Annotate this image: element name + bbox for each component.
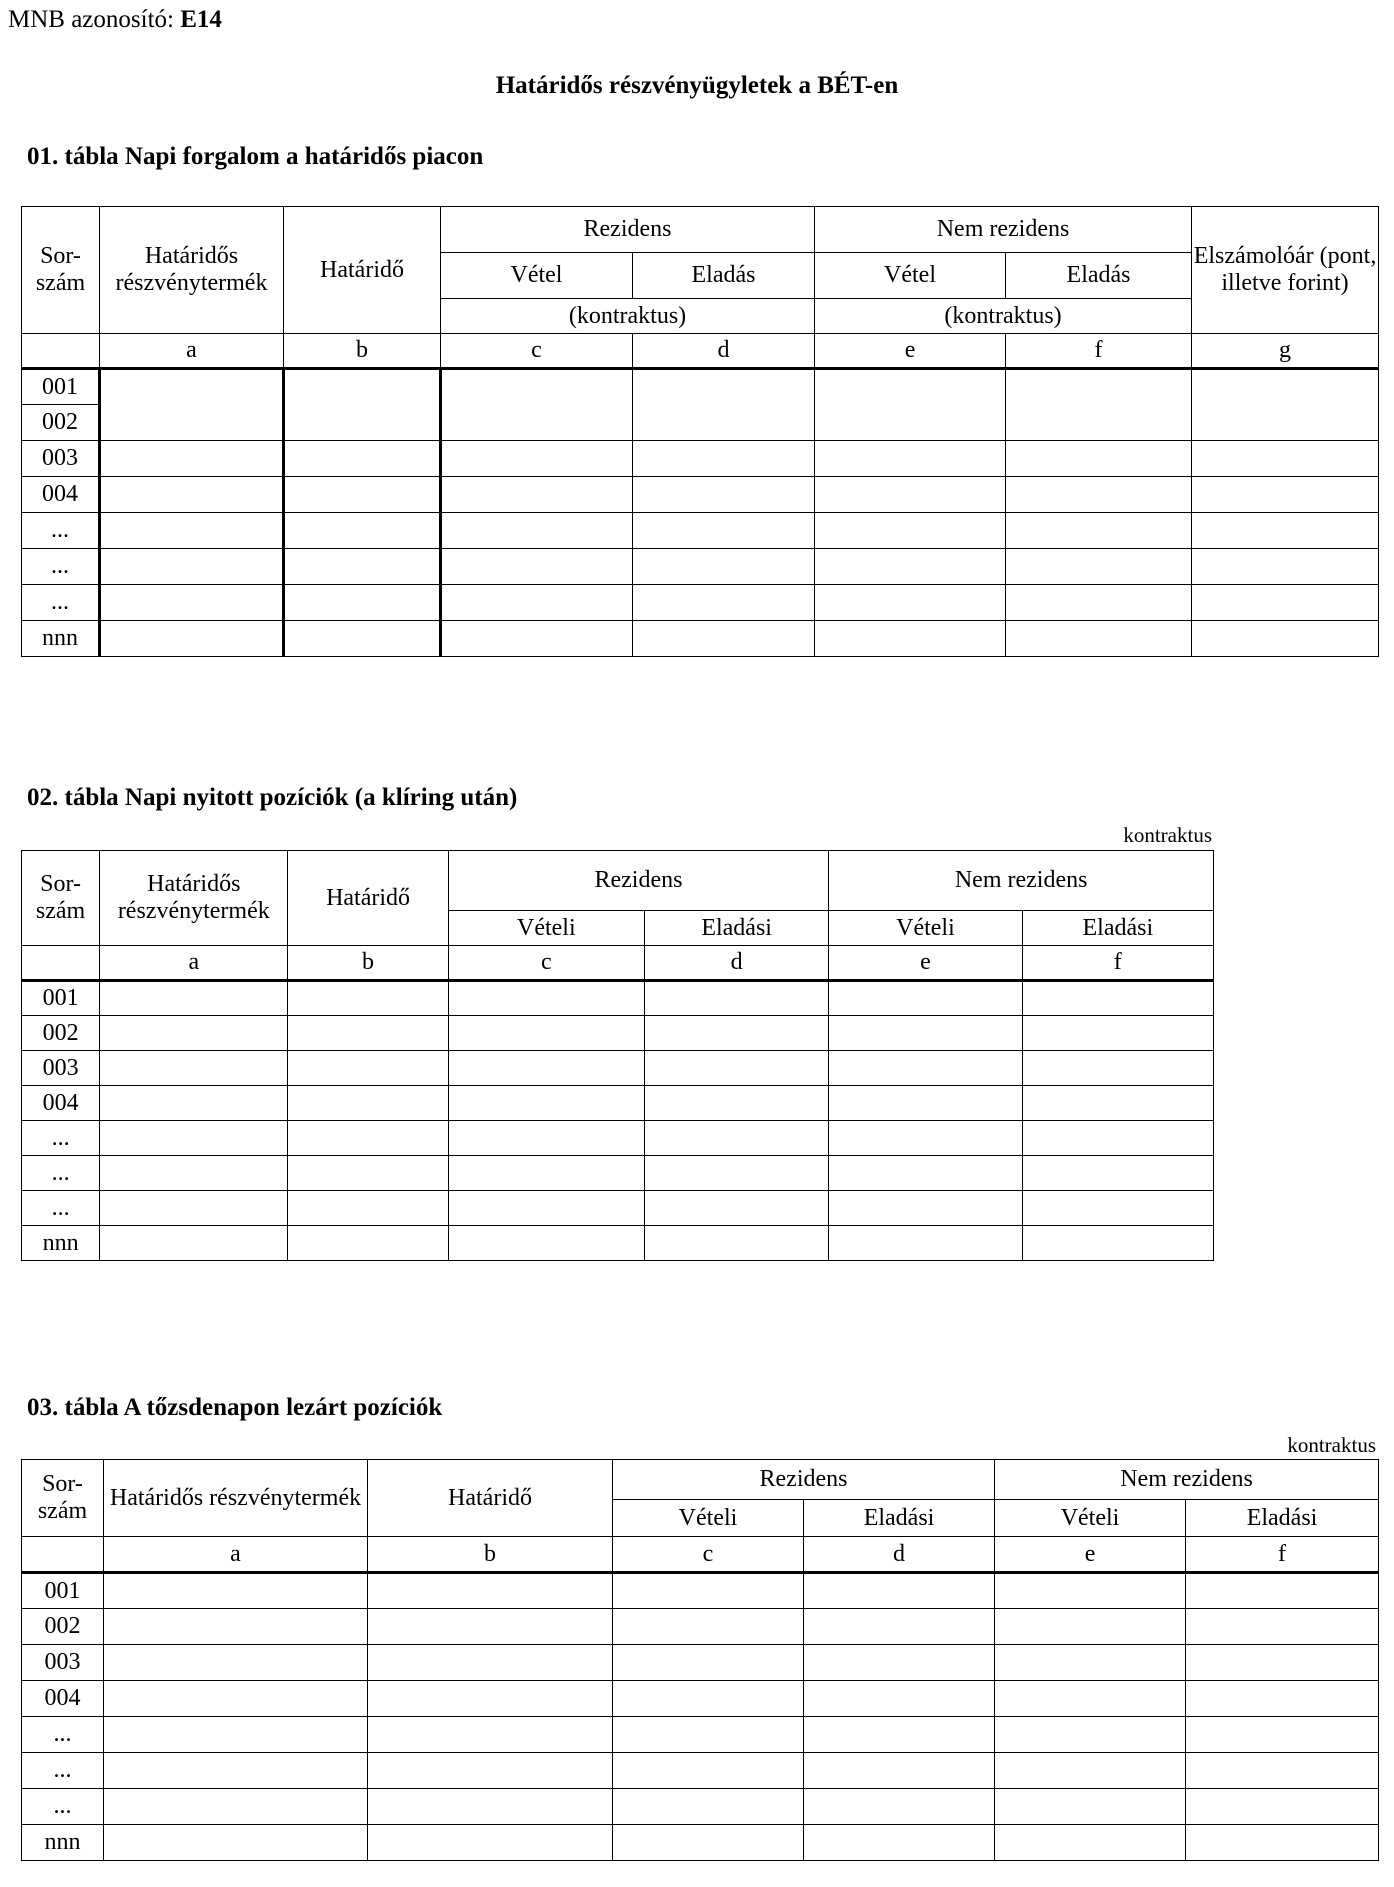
row-number: nnn — [22, 1825, 104, 1861]
data-cell[interactable] — [448, 1191, 644, 1226]
data-cell[interactable] — [1022, 1191, 1213, 1226]
row-number: 002 — [22, 1016, 100, 1051]
data-cell[interactable] — [288, 981, 448, 1016]
data-cell[interactable] — [441, 549, 633, 585]
data-cell[interactable] — [1186, 1825, 1379, 1861]
data-cell[interactable] — [829, 1121, 1022, 1156]
data-cell[interactable] — [104, 1681, 368, 1717]
data-cell[interactable] — [368, 1717, 613, 1753]
data-cell[interactable] — [100, 1016, 288, 1051]
data-cell[interactable] — [613, 1753, 804, 1789]
table2-letter: f — [1022, 946, 1213, 981]
data-cell[interactable] — [1192, 369, 1379, 441]
table3-header-deadline: Határidő — [368, 1460, 613, 1537]
table1-letter: d — [633, 334, 815, 369]
table-row — [22, 1789, 1379, 1825]
data-cell[interactable] — [633, 477, 815, 513]
table-row — [22, 1051, 1214, 1086]
table1-title: 01. tábla Napi forgalom a határidős piacon — [27, 143, 484, 170]
table2-header-nonresident-buy: Vételi — [829, 911, 1022, 946]
row-number: ... — [22, 549, 100, 585]
table-row — [22, 1609, 1379, 1645]
table1-header-sorszam: Sor- szám — [22, 207, 100, 334]
table1-header-settlement-price: Elszámolóár (pont, illetve forint) — [1192, 207, 1379, 334]
table2-open-positions — [21, 850, 1214, 1261]
data-cell[interactable] — [100, 513, 284, 549]
data-cell[interactable] — [1022, 1016, 1213, 1051]
identifier-label: MNB azonosító: — [8, 6, 174, 33]
data-cell[interactable] — [644, 1016, 828, 1051]
table3-header-product: Határidős részvénytermék — [104, 1460, 368, 1537]
data-cell[interactable] — [100, 1121, 288, 1156]
table3-letter-blank — [22, 1537, 104, 1573]
data-cell[interactable] — [100, 441, 284, 477]
data-cell[interactable] — [804, 1681, 995, 1717]
data-cell[interactable] — [104, 1753, 368, 1789]
table3-closed-positions — [21, 1459, 1379, 1861]
data-cell[interactable] — [1192, 441, 1379, 477]
data-cell[interactable] — [995, 1717, 1186, 1753]
data-cell[interactable] — [829, 1156, 1022, 1191]
table1-daily-turnover — [21, 206, 1379, 657]
row-number: 003 — [22, 1051, 100, 1086]
table2-unit: kontraktus — [1123, 823, 1212, 847]
table-row — [22, 1573, 1379, 1609]
table2-letter: c — [448, 946, 644, 981]
table2-header-resident: Rezidens — [448, 851, 829, 911]
table3-letter: c — [613, 1537, 804, 1573]
row-number: ... — [22, 1121, 100, 1156]
table-row — [22, 441, 1379, 477]
table1-letter: e — [815, 334, 1006, 369]
table2-header-deadline: Határidő — [288, 851, 448, 946]
data-cell[interactable] — [1006, 513, 1192, 549]
data-cell[interactable] — [284, 369, 441, 441]
row-number: 003 — [22, 441, 100, 477]
row-number: 004 — [22, 1086, 100, 1121]
data-cell[interactable] — [441, 621, 633, 657]
table3-letter: b — [368, 1537, 613, 1573]
data-cell[interactable] — [815, 441, 1006, 477]
table2-title: 02. tábla Napi nyitott pozíciók (a klíring után) — [27, 784, 518, 811]
data-cell[interactable] — [441, 477, 633, 513]
data-cell[interactable] — [100, 477, 284, 513]
table3-header-resident-sell: Eladási — [804, 1500, 995, 1537]
table-row — [22, 1156, 1214, 1191]
data-cell[interactable] — [1022, 1086, 1213, 1121]
table2-letter-blank — [22, 946, 100, 981]
data-cell[interactable] — [368, 1825, 613, 1861]
data-cell[interactable] — [441, 441, 633, 477]
data-cell[interactable] — [368, 1609, 613, 1645]
row-number: 004 — [22, 477, 100, 513]
data-cell[interactable] — [804, 1825, 995, 1861]
data-cell[interactable] — [288, 1016, 448, 1051]
table1-letter-blank — [22, 334, 100, 369]
data-cell[interactable] — [100, 1156, 288, 1191]
data-cell[interactable] — [1006, 549, 1192, 585]
data-cell[interactable] — [100, 1086, 288, 1121]
data-cell[interactable] — [441, 585, 633, 621]
data-cell[interactable] — [1022, 1051, 1213, 1086]
data-cell[interactable] — [1192, 585, 1379, 621]
data-cell[interactable] — [829, 1051, 1022, 1086]
table-row — [22, 621, 1379, 657]
data-cell[interactable] — [368, 1753, 613, 1789]
data-cell[interactable] — [1192, 621, 1379, 657]
data-cell[interactable] — [644, 1121, 828, 1156]
table3-letter: e — [995, 1537, 1186, 1573]
table-row — [22, 549, 1379, 585]
data-cell[interactable] — [1186, 1573, 1379, 1609]
data-cell[interactable] — [1186, 1753, 1379, 1789]
table-row — [22, 1226, 1214, 1261]
data-cell[interactable] — [1022, 1156, 1213, 1191]
table3-header-sorszam: Sor- szám — [22, 1460, 104, 1537]
table2-header-nonresident-sell: Eladási — [1022, 911, 1213, 946]
data-cell[interactable] — [829, 981, 1022, 1016]
table3-title: 03. tábla A tőzsdenapon lezárt pozíciók — [27, 1394, 443, 1421]
table1-letter: f — [1006, 334, 1192, 369]
data-cell[interactable] — [288, 1226, 448, 1261]
table-row — [22, 369, 1379, 405]
row-number: ... — [22, 1191, 100, 1226]
table1-header-resident-sell: Eladás — [633, 253, 815, 299]
table-row — [22, 1121, 1214, 1156]
data-cell[interactable] — [441, 513, 633, 549]
table2-header-resident-buy: Vételi — [448, 911, 644, 946]
data-cell[interactable] — [284, 621, 441, 657]
data-cell[interactable] — [633, 513, 815, 549]
table-row — [22, 1717, 1379, 1753]
data-cell[interactable] — [633, 441, 815, 477]
data-cell[interactable] — [104, 1609, 368, 1645]
data-cell[interactable] — [995, 1753, 1186, 1789]
table-row — [22, 1086, 1214, 1121]
table1-header-nonresident: Nem rezidens — [815, 207, 1192, 253]
data-cell[interactable] — [644, 1191, 828, 1226]
table1-header-nonresident-sell: Eladás — [1006, 253, 1192, 299]
data-cell[interactable] — [441, 369, 633, 441]
table3-letter: a — [104, 1537, 368, 1573]
row-number: ... — [22, 513, 100, 549]
data-cell[interactable] — [368, 1645, 613, 1681]
table2-letter: e — [829, 946, 1022, 981]
row-number: 002 — [22, 405, 100, 441]
data-cell[interactable] — [1006, 621, 1192, 657]
table3-unit: kontraktus — [1287, 1433, 1376, 1457]
row-number: 004 — [22, 1681, 104, 1717]
table3-header-resident: Rezidens — [613, 1460, 995, 1500]
table3-header-nonresident-buy: Vételi — [995, 1500, 1186, 1537]
data-cell[interactable] — [284, 513, 441, 549]
table1-letter: b — [284, 334, 441, 369]
data-cell[interactable] — [804, 1753, 995, 1789]
data-cell[interactable] — [368, 1789, 613, 1825]
data-cell[interactable] — [288, 1121, 448, 1156]
data-cell[interactable] — [100, 1226, 288, 1261]
table1-header-nonresident-buy: Vétel — [815, 253, 1006, 299]
row-number: nnn — [22, 1226, 100, 1261]
table1-letter: g — [1192, 334, 1379, 369]
table-row — [22, 513, 1379, 549]
data-cell[interactable] — [1186, 1681, 1379, 1717]
data-cell[interactable] — [1022, 1121, 1213, 1156]
data-cell[interactable] — [100, 981, 288, 1016]
data-cell[interactable] — [804, 1573, 995, 1609]
row-number: ... — [22, 1753, 104, 1789]
row-number: ... — [22, 1717, 104, 1753]
table1-header-product: Határidős részvénytermék — [100, 207, 284, 334]
data-cell[interactable] — [1186, 1645, 1379, 1681]
data-cell[interactable] — [815, 513, 1006, 549]
mnb-identifier — [8, 6, 222, 34]
table-row — [22, 1645, 1379, 1681]
data-cell[interactable] — [1192, 477, 1379, 513]
data-cell[interactable] — [448, 1051, 644, 1086]
data-cell[interactable] — [1006, 585, 1192, 621]
table1-letter: a — [100, 334, 284, 369]
table3-letter: f — [1186, 1537, 1379, 1573]
data-cell[interactable] — [104, 1573, 368, 1609]
data-cell[interactable] — [1006, 477, 1192, 513]
data-cell[interactable] — [633, 585, 815, 621]
data-cell[interactable] — [1022, 981, 1213, 1016]
data-cell[interactable] — [104, 1645, 368, 1681]
row-number: 001 — [22, 369, 100, 405]
data-cell[interactable] — [448, 981, 644, 1016]
table2-header-resident-sell: Eladási — [644, 911, 828, 946]
data-cell[interactable] — [815, 621, 1006, 657]
data-cell[interactable] — [613, 1573, 804, 1609]
data-cell[interactable] — [104, 1717, 368, 1753]
data-cell[interactable] — [613, 1825, 804, 1861]
data-cell[interactable] — [995, 1609, 1186, 1645]
data-cell[interactable] — [448, 1086, 644, 1121]
row-number: nnn — [22, 621, 100, 657]
table-row — [22, 1825, 1379, 1861]
table-row — [22, 1191, 1214, 1226]
data-cell[interactable] — [288, 1086, 448, 1121]
data-cell[interactable] — [368, 1681, 613, 1717]
data-cell[interactable] — [829, 1016, 1022, 1051]
data-cell[interactable] — [644, 1156, 828, 1191]
data-cell[interactable] — [1186, 1789, 1379, 1825]
data-cell[interactable] — [284, 549, 441, 585]
row-number: 002 — [22, 1609, 104, 1645]
data-cell[interactable] — [644, 1051, 828, 1086]
data-cell[interactable] — [815, 585, 1006, 621]
table3-header-nonresident: Nem rezidens — [995, 1460, 1379, 1500]
data-cell[interactable] — [1186, 1609, 1379, 1645]
data-cell[interactable] — [100, 549, 284, 585]
data-cell[interactable] — [1186, 1717, 1379, 1753]
table2-header-product: Határidős részvénytermék — [100, 851, 288, 946]
data-cell[interactable] — [815, 477, 1006, 513]
data-cell[interactable] — [448, 1156, 644, 1191]
data-cell[interactable] — [100, 585, 284, 621]
table1-header-resident: Rezidens — [441, 207, 815, 253]
data-cell[interactable] — [995, 1681, 1186, 1717]
data-cell[interactable] — [448, 1016, 644, 1051]
data-cell[interactable] — [644, 1086, 828, 1121]
data-cell[interactable] — [613, 1609, 804, 1645]
row-number: ... — [22, 1789, 104, 1825]
data-cell[interactable] — [804, 1789, 995, 1825]
data-cell[interactable] — [995, 1825, 1186, 1861]
data-cell[interactable] — [804, 1609, 995, 1645]
data-cell[interactable] — [815, 369, 1006, 441]
row-number: 001 — [22, 1573, 104, 1609]
row-number: 001 — [22, 981, 100, 1016]
data-cell[interactable] — [995, 1645, 1186, 1681]
data-cell[interactable] — [829, 1086, 1022, 1121]
data-cell[interactable] — [613, 1789, 804, 1825]
table2-letter: d — [644, 946, 828, 981]
data-cell[interactable] — [1022, 1226, 1213, 1261]
data-cell[interactable] — [1192, 513, 1379, 549]
table2-letter: a — [100, 946, 288, 981]
data-cell[interactable] — [633, 549, 815, 585]
data-cell[interactable] — [288, 1051, 448, 1086]
identifier-value: E14 — [180, 6, 222, 33]
data-cell[interactable] — [613, 1681, 804, 1717]
table-row — [22, 1753, 1379, 1789]
data-cell[interactable] — [100, 621, 284, 657]
data-cell[interactable] — [815, 549, 1006, 585]
table1-header-resident-buy: Vétel — [441, 253, 633, 299]
data-cell[interactable] — [829, 1191, 1022, 1226]
data-cell[interactable] — [104, 1825, 368, 1861]
data-cell[interactable] — [995, 1789, 1186, 1825]
row-number: 003 — [22, 1645, 104, 1681]
table3-header-nonresident-sell: Eladási — [1186, 1500, 1379, 1537]
data-cell[interactable] — [633, 369, 815, 441]
data-cell[interactable] — [100, 1191, 288, 1226]
data-cell[interactable] — [1006, 369, 1192, 441]
data-cell[interactable] — [1192, 549, 1379, 585]
data-cell[interactable] — [100, 1051, 288, 1086]
data-cell[interactable] — [368, 1573, 613, 1609]
data-cell[interactable] — [448, 1226, 644, 1261]
document-title: Határidős részvényügyletek a BÉT-en — [495, 72, 899, 99]
table2-header-nonresident: Nem rezidens — [829, 851, 1214, 911]
data-cell[interactable] — [284, 441, 441, 477]
data-cell[interactable] — [1006, 441, 1192, 477]
row-number: ... — [22, 585, 100, 621]
data-cell[interactable] — [995, 1573, 1186, 1609]
data-cell[interactable] — [284, 585, 441, 621]
table2-letter: b — [288, 946, 448, 981]
data-cell[interactable] — [804, 1717, 995, 1753]
data-cell[interactable] — [633, 621, 815, 657]
data-cell[interactable] — [100, 369, 284, 441]
table2-header-sorszam: Sor- szám — [22, 851, 100, 946]
data-cell[interactable] — [104, 1789, 368, 1825]
data-cell[interactable] — [804, 1645, 995, 1681]
table-row — [22, 585, 1379, 621]
data-cell[interactable] — [613, 1717, 804, 1753]
data-cell[interactable] — [288, 1191, 448, 1226]
table1-header-nonresident-unit: (kontraktus) — [815, 299, 1192, 334]
table-row — [22, 1016, 1214, 1051]
table-row — [22, 981, 1214, 1016]
data-cell[interactable] — [829, 1226, 1022, 1261]
data-cell[interactable] — [288, 1156, 448, 1191]
data-cell[interactable] — [613, 1645, 804, 1681]
data-cell[interactable] — [644, 1226, 828, 1261]
table-row — [22, 1681, 1379, 1717]
row-number: ... — [22, 1156, 100, 1191]
table3-letter: d — [804, 1537, 995, 1573]
table-row — [22, 477, 1379, 513]
table3-header-resident-buy: Vételi — [613, 1500, 804, 1537]
table1-header-resident-unit: (kontraktus) — [441, 299, 815, 334]
table1-header-deadline: Határidő — [284, 207, 441, 334]
data-cell[interactable] — [644, 981, 828, 1016]
table1-letter: c — [441, 334, 633, 369]
data-cell[interactable] — [448, 1121, 644, 1156]
data-cell[interactable] — [284, 477, 441, 513]
